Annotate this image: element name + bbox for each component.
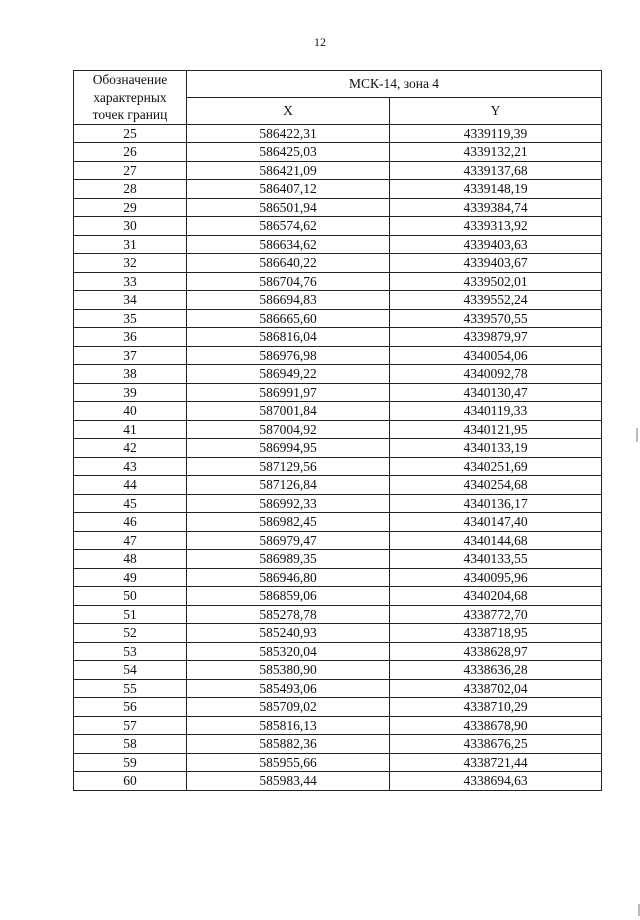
x-coordinate-cell: 586979,47 bbox=[187, 531, 390, 550]
table-row bbox=[74, 568, 602, 587]
table-row bbox=[74, 513, 602, 532]
point-number-cell: 57 bbox=[74, 716, 187, 735]
point-number-cell: 52 bbox=[74, 624, 187, 643]
table-row bbox=[74, 235, 602, 254]
table-row bbox=[74, 457, 602, 476]
x-coordinate-cell: 586422,31 bbox=[187, 124, 390, 143]
table-row bbox=[74, 439, 602, 458]
point-number-cell: 33 bbox=[74, 272, 187, 291]
x-coordinate-cell: 585983,44 bbox=[187, 772, 390, 791]
y-coordinate-cell: 4338636,28 bbox=[390, 661, 602, 680]
table-row bbox=[74, 254, 602, 273]
x-coordinate-cell: 586992,33 bbox=[187, 494, 390, 513]
table-row bbox=[74, 328, 602, 347]
x-coordinate-cell: 585955,66 bbox=[187, 753, 390, 772]
table-row bbox=[74, 587, 602, 606]
y-coordinate-cell: 4340054,06 bbox=[390, 346, 602, 365]
page-number: 12 bbox=[314, 35, 326, 49]
y-coordinate-cell: 4339119,39 bbox=[390, 124, 602, 143]
point-number-cell: 54 bbox=[74, 661, 187, 680]
point-number-cell: 31 bbox=[74, 235, 187, 254]
table-row bbox=[74, 494, 602, 513]
point-number-cell: 29 bbox=[74, 198, 187, 217]
coordinates-table bbox=[73, 70, 602, 791]
point-number-cell: 53 bbox=[74, 642, 187, 661]
table-row bbox=[74, 143, 602, 162]
point-number-cell: 30 bbox=[74, 217, 187, 236]
x-coordinate-cell: 587001,84 bbox=[187, 402, 390, 421]
x-coordinate-cell: 586946,80 bbox=[187, 568, 390, 587]
y-coordinate-cell: 4339403,67 bbox=[390, 254, 602, 273]
x-coordinate-cell: 586425,03 bbox=[187, 143, 390, 162]
x-coordinate-cell: 586665,60 bbox=[187, 309, 390, 328]
table-row bbox=[74, 698, 602, 717]
point-number-cell: 49 bbox=[74, 568, 187, 587]
x-coordinate-cell: 585278,78 bbox=[187, 605, 390, 624]
x-coordinate-cell: 586816,04 bbox=[187, 328, 390, 347]
point-number-cell: 55 bbox=[74, 679, 187, 698]
point-number-cell: 38 bbox=[74, 365, 187, 384]
point-number-cell: 51 bbox=[74, 605, 187, 624]
point-number-cell: 28 bbox=[74, 180, 187, 199]
y-coordinate-cell: 4338628,97 bbox=[390, 642, 602, 661]
point-number-cell: 47 bbox=[74, 531, 187, 550]
table-row bbox=[74, 679, 602, 698]
x-coordinate-cell: 587129,56 bbox=[187, 457, 390, 476]
x-coordinate-cell: 586704,76 bbox=[187, 272, 390, 291]
y-coordinate-cell: 4340136,17 bbox=[390, 494, 602, 513]
y-coordinate-cell: 4339313,92 bbox=[390, 217, 602, 236]
table-row bbox=[74, 402, 602, 421]
table-row bbox=[74, 365, 602, 384]
table-row bbox=[74, 291, 602, 310]
table-row bbox=[74, 605, 602, 624]
table-row bbox=[74, 124, 602, 143]
table-row bbox=[74, 272, 602, 291]
y-coordinate-cell: 4338702,04 bbox=[390, 679, 602, 698]
table-row bbox=[74, 198, 602, 217]
y-coordinate-cell: 4339148,19 bbox=[390, 180, 602, 199]
point-header-line: точек границ bbox=[92, 107, 168, 122]
table-row bbox=[74, 772, 602, 791]
y-coordinate-cell: 4339137,68 bbox=[390, 161, 602, 180]
x-coordinate-cell: 586501,94 bbox=[187, 198, 390, 217]
table-row bbox=[74, 383, 602, 402]
y-coordinate-cell: 4338694,63 bbox=[390, 772, 602, 791]
point-number-cell: 44 bbox=[74, 476, 187, 495]
point-number-cell: 43 bbox=[74, 457, 187, 476]
x-coordinate-cell: 586859,06 bbox=[187, 587, 390, 606]
x-coordinate-cell: 585240,93 bbox=[187, 624, 390, 643]
point-number-cell: 58 bbox=[74, 735, 187, 754]
table-row bbox=[74, 420, 602, 439]
point-number-cell: 60 bbox=[74, 772, 187, 791]
x-coordinate-cell: 586949,22 bbox=[187, 365, 390, 384]
y-coordinate-cell: 4340130,47 bbox=[390, 383, 602, 402]
y-coordinate-cell: 4339403,63 bbox=[390, 235, 602, 254]
table-header bbox=[74, 71, 602, 125]
y-column-header: Y bbox=[390, 97, 602, 124]
table-row bbox=[74, 309, 602, 328]
scan-edge-mark bbox=[636, 428, 638, 442]
x-coordinate-cell: 585320,04 bbox=[187, 642, 390, 661]
x-coordinate-cell: 586694,83 bbox=[187, 291, 390, 310]
point-number-cell: 45 bbox=[74, 494, 187, 513]
y-coordinate-cell: 4338710,29 bbox=[390, 698, 602, 717]
point-number-cell: 26 bbox=[74, 143, 187, 162]
point-number-cell: 27 bbox=[74, 161, 187, 180]
x-coordinate-cell: 586421,09 bbox=[187, 161, 390, 180]
x-coordinate-cell: 586640,22 bbox=[187, 254, 390, 273]
table-row bbox=[74, 661, 602, 680]
y-coordinate-cell: 4340254,68 bbox=[390, 476, 602, 495]
x-coordinate-cell: 586407,12 bbox=[187, 180, 390, 199]
y-coordinate-cell: 4340133,19 bbox=[390, 439, 602, 458]
x-coordinate-cell: 586989,35 bbox=[187, 550, 390, 569]
x-coordinate-cell: 587126,84 bbox=[187, 476, 390, 495]
x-coordinate-cell: 585816,13 bbox=[187, 716, 390, 735]
point-number-cell: 41 bbox=[74, 420, 187, 439]
point-number-cell: 35 bbox=[74, 309, 187, 328]
point-number-cell: 48 bbox=[74, 550, 187, 569]
point-number-cell: 32 bbox=[74, 254, 187, 273]
point-number-cell: 25 bbox=[74, 124, 187, 143]
y-coordinate-cell: 4340147,40 bbox=[390, 513, 602, 532]
table-row bbox=[74, 217, 602, 236]
table-row bbox=[74, 161, 602, 180]
point-number-cell: 40 bbox=[74, 402, 187, 421]
y-coordinate-cell: 4338718,95 bbox=[390, 624, 602, 643]
x-coordinate-cell: 586991,97 bbox=[187, 383, 390, 402]
x-coordinate-cell: 585493,06 bbox=[187, 679, 390, 698]
x-coordinate-cell: 586994,95 bbox=[187, 439, 390, 458]
table-row bbox=[74, 180, 602, 199]
y-coordinate-cell: 4339132,21 bbox=[390, 143, 602, 162]
point-number-cell: 42 bbox=[74, 439, 187, 458]
y-coordinate-cell: 4340092,78 bbox=[390, 365, 602, 384]
x-column-header: X bbox=[187, 97, 390, 124]
point-number-cell: 36 bbox=[74, 328, 187, 347]
x-coordinate-cell: 586976,98 bbox=[187, 346, 390, 365]
table-row bbox=[74, 624, 602, 643]
x-coordinate-cell: 585380,90 bbox=[187, 661, 390, 680]
point-header-line: Обозначение bbox=[92, 72, 168, 87]
table-body bbox=[74, 124, 602, 790]
coordinate-system-header: МСК-14, зона 4 bbox=[187, 71, 602, 98]
y-coordinate-cell: 4340251,69 bbox=[390, 457, 602, 476]
table-row bbox=[74, 716, 602, 735]
point-number-cell: 50 bbox=[74, 587, 187, 606]
y-coordinate-cell: 4340204,68 bbox=[390, 587, 602, 606]
y-coordinate-cell: 4340144,68 bbox=[390, 531, 602, 550]
y-coordinate-cell: 4339502,01 bbox=[390, 272, 602, 291]
table-row bbox=[74, 550, 602, 569]
x-coordinate-cell: 587004,92 bbox=[187, 420, 390, 439]
y-coordinate-cell: 4339384,74 bbox=[390, 198, 602, 217]
y-coordinate-cell: 4340119,33 bbox=[390, 402, 602, 421]
y-coordinate-cell: 4339570,55 bbox=[390, 309, 602, 328]
point-number-cell: 34 bbox=[74, 291, 187, 310]
x-coordinate-cell: 585882,36 bbox=[187, 735, 390, 754]
y-coordinate-cell: 4338772,70 bbox=[390, 605, 602, 624]
point-number-cell: 56 bbox=[74, 698, 187, 717]
point-designation-header bbox=[74, 71, 187, 125]
y-coordinate-cell: 4339552,24 bbox=[390, 291, 602, 310]
table-row bbox=[74, 753, 602, 772]
y-coordinate-cell: 4340133,55 bbox=[390, 550, 602, 569]
y-coordinate-cell: 4338676,25 bbox=[390, 735, 602, 754]
table-row bbox=[74, 642, 602, 661]
y-coordinate-cell: 4338678,90 bbox=[390, 716, 602, 735]
x-coordinate-cell: 586634,62 bbox=[187, 235, 390, 254]
x-coordinate-cell: 586574,62 bbox=[187, 217, 390, 236]
table-row bbox=[74, 531, 602, 550]
point-header-line: характерных bbox=[93, 89, 167, 105]
y-coordinate-cell: 4340095,96 bbox=[390, 568, 602, 587]
table-row bbox=[74, 735, 602, 754]
y-coordinate-cell: 4338721,44 bbox=[390, 753, 602, 772]
x-coordinate-cell: 586982,45 bbox=[187, 513, 390, 532]
point-number-cell: 46 bbox=[74, 513, 187, 532]
y-coordinate-cell: 4339879,97 bbox=[390, 328, 602, 347]
point-number-cell: 59 bbox=[74, 753, 187, 772]
y-coordinate-cell: 4340121,95 bbox=[390, 420, 602, 439]
table-row bbox=[74, 346, 602, 365]
table-row bbox=[74, 476, 602, 495]
point-number-cell: 37 bbox=[74, 346, 187, 365]
point-number-cell: 39 bbox=[74, 383, 187, 402]
x-coordinate-cell: 585709,02 bbox=[187, 698, 390, 717]
